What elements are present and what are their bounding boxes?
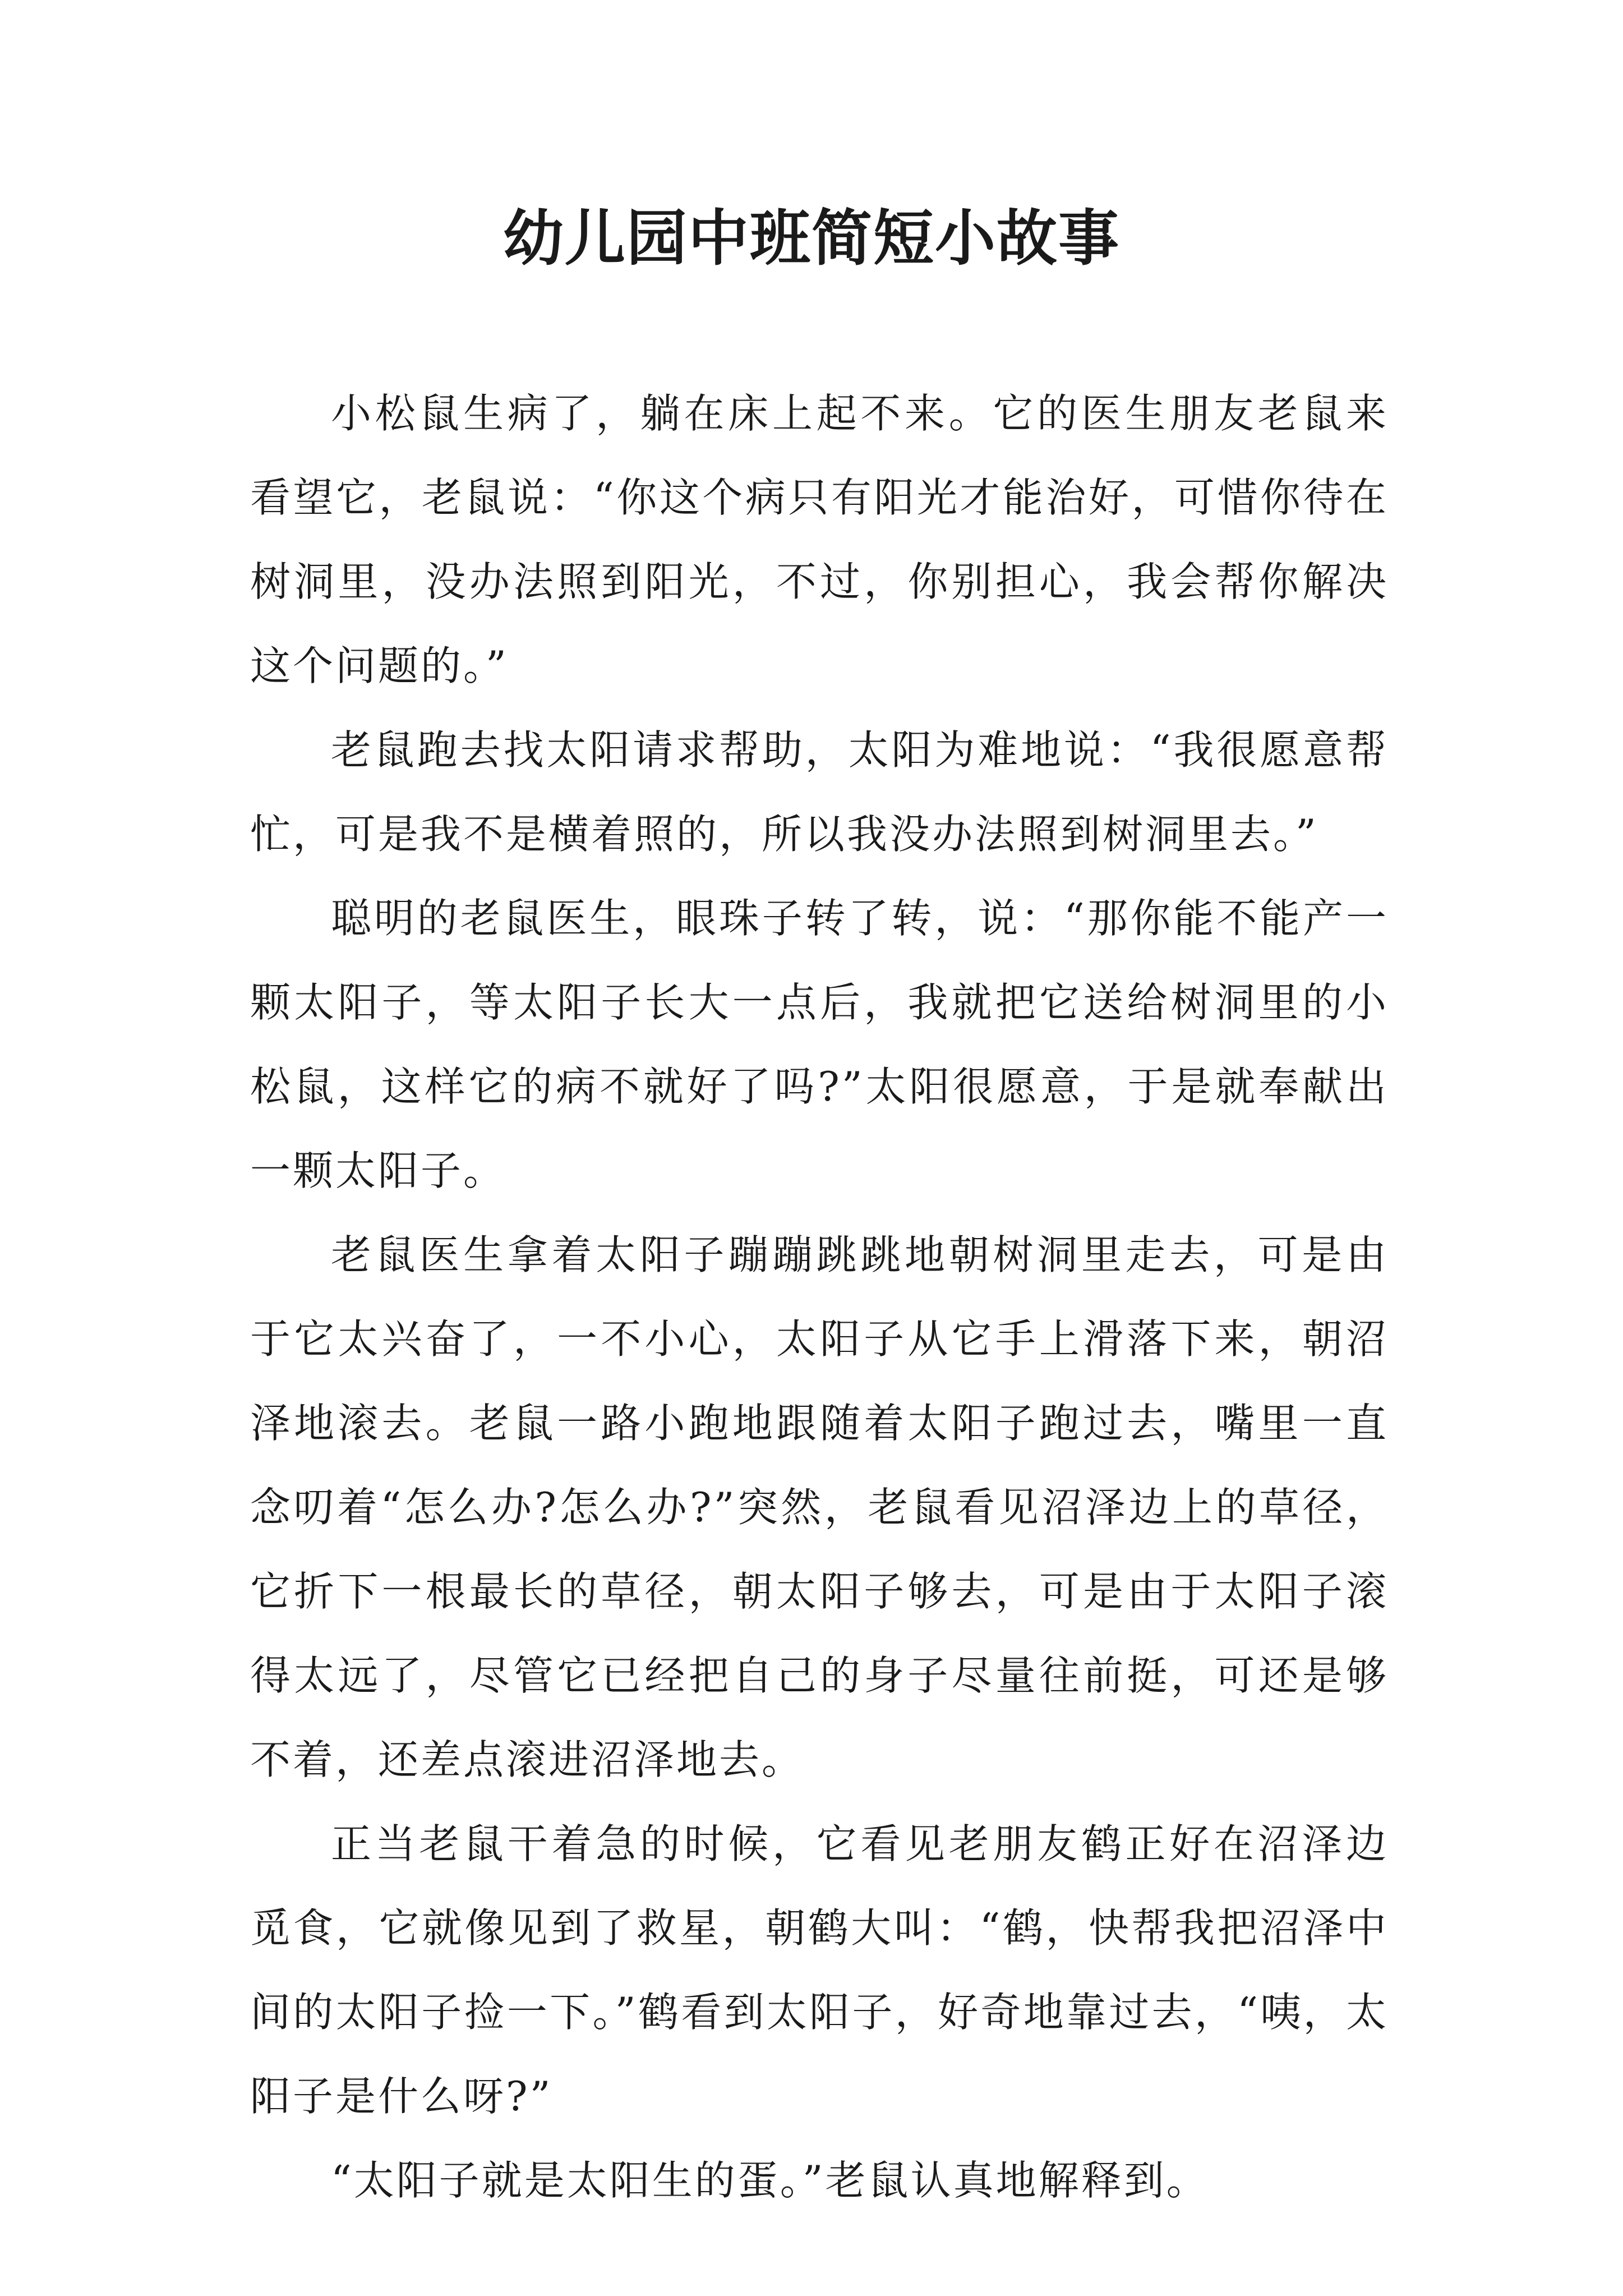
document-title: 幼儿园中班简短小故事 <box>502 203 1120 274</box>
story-paragraph: “太阳子就是太阳生的蛋。”老鼠认真地解释到。 <box>331 2157 1209 2204</box>
story-paragraph: 老鼠医生拿着太阳子蹦蹦跳跳地朝树洞里走去，可是由于它太兴奋了，一不小心，太阳子从它手上滑落下来，朝沼泽地滚去。老鼠一路小跑地跟随着太阳子跑过去，嘴里一直念叨着“怎么办?怎么办?”突然，老鼠看见沼泽边上的草径，它折下一根最长的草径，朝太阳子够去，可是由于太阳子滚得太远了，尽管它已经把自己的身子尽量往前挺，可还是够不着，还差点滚进沼泽地去。 <box>250 1231 1389 1783</box>
story-paragraph: 老鼠跑去找太阳请求帮助，太阳为难地说：“我很愿意帮忙，可是我不是横着照的，所以我没办法照到树洞里去。” <box>250 726 1389 858</box>
story-paragraph: 正当老鼠干着急的时候，它看见老朋友鹤正好在沼泽边觅食，它就像见到了救星，朝鹤大叫：“鹤，快帮我把沼泽中间的太阳子捡一下。”鹤看到太阳子，好奇地靠过去，“咦，太阳子是什么呀?” <box>250 1820 1389 2120</box>
story-paragraph: 聪明的老鼠医生，眼珠子转了转，说：“那你能不能产一颗太阳子，等太阳子长大一点后，我就把它送给树洞里的小松鼠，这样它的病不就好了吗?”太阳很愿意，于是就奉献出一颗太阳子。 <box>250 895 1389 1194</box>
story-paragraph: 小松鼠生病了，躺在床上起不来。它的医生朋友老鼠来看望它，老鼠说：“你这个病只有阳光才能治好，可惜你待在树洞里，没办法照到阳光，不过，你别担心，我会帮你解决这个问题的。” <box>250 390 1389 689</box>
story-body <box>250 371 1389 2223</box>
